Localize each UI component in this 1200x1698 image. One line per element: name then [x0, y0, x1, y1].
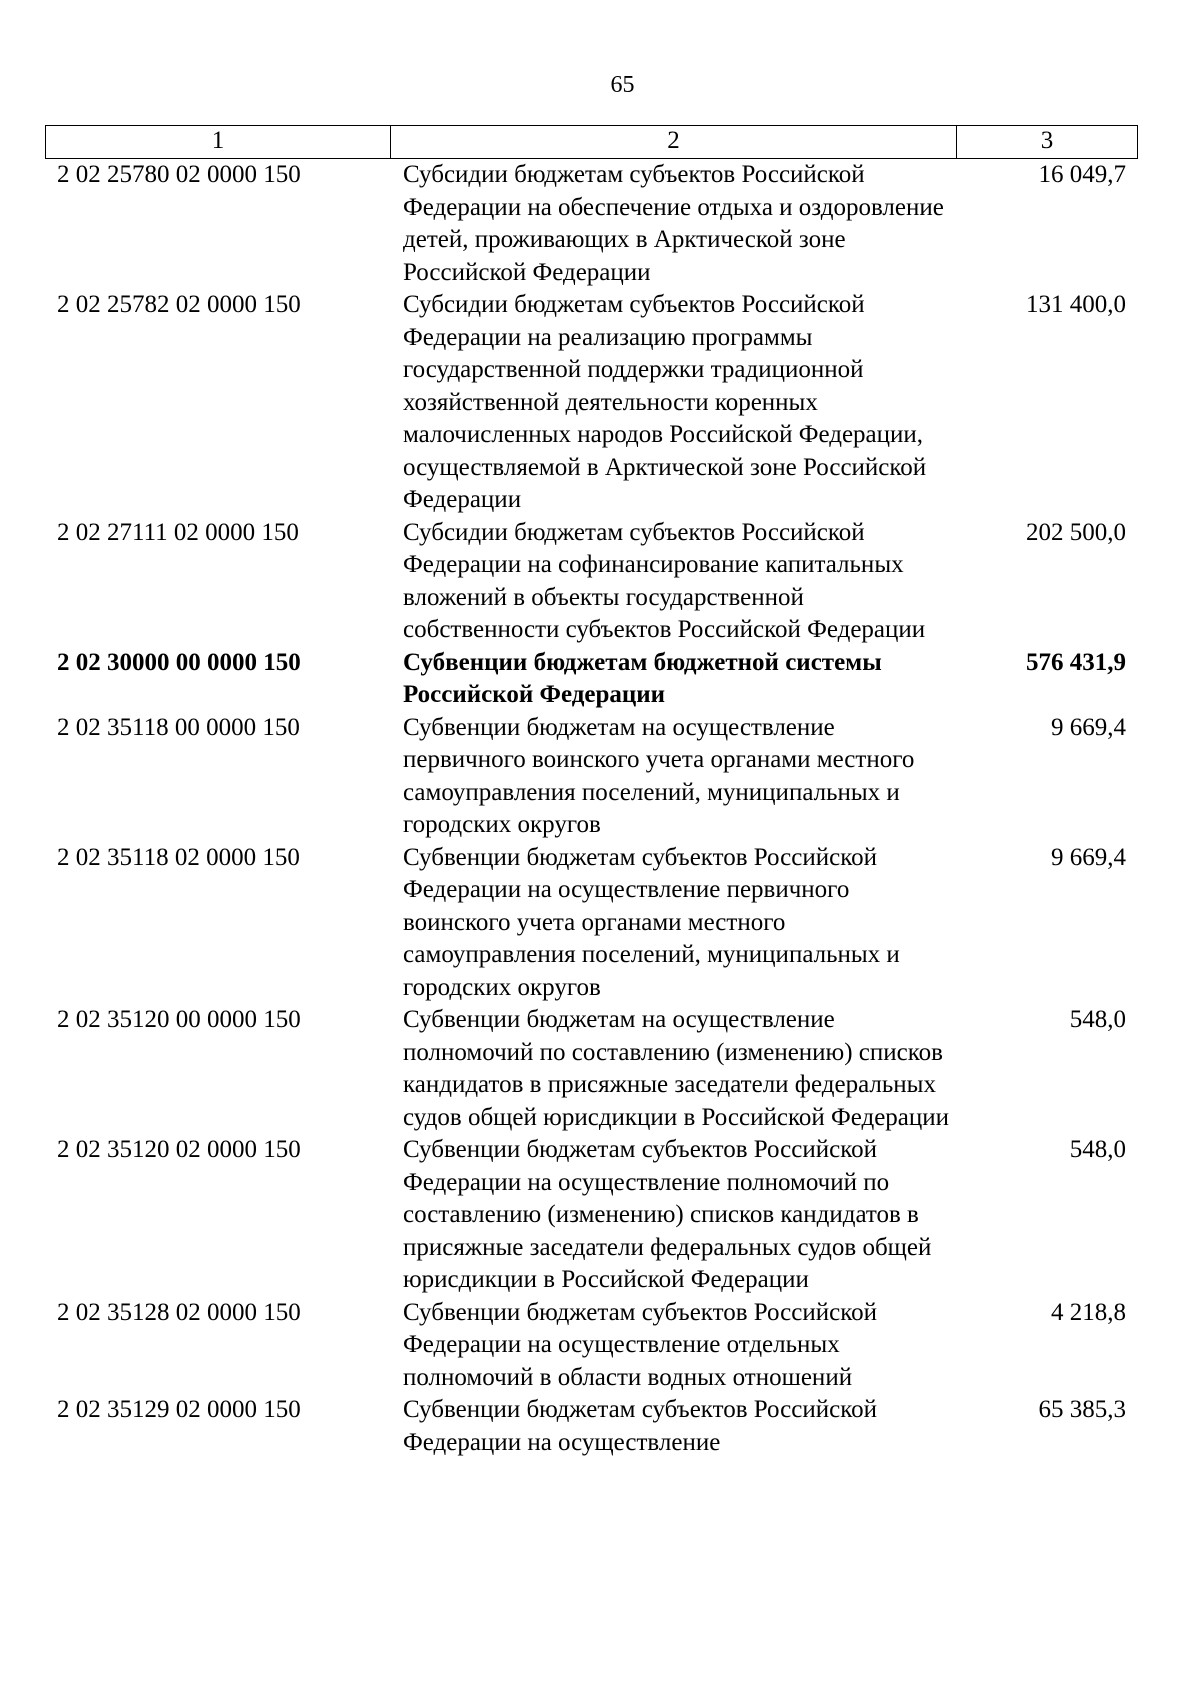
row-code: 2 02 35120 00 0000 150 [57, 1006, 301, 1033]
row-name: Субвенции бюджетам бюджетной системы Российской Федерации [403, 648, 882, 708]
row-amount: 9 669,4 [1051, 843, 1126, 871]
row-name: Субвенции бюджетам субъектов Российской Федерации на осуществление полномочий по составлению (изменению) списков кандидатов в присяжные заседатели федеральных судов общей юрисдикции в Российской Федерации [403, 1136, 932, 1293]
column-header-1: 1 [46, 126, 391, 158]
row-amount: 4 218,8 [1051, 1298, 1126, 1326]
table-row [45, 1394, 1138, 1459]
column-header-2: 2 [391, 126, 957, 158]
row-name: Субвенции бюджетам субъектов Российской Федерации на осуществление первичного воинского учета органами местного самоуправления поселений, муниципальных и городских округов [403, 843, 900, 1001]
row-amount: 131 400,0 [1026, 291, 1126, 318]
row-amount: 16 049,7 [1038, 161, 1126, 188]
row-code: 2 02 27111 02 0000 150 [57, 518, 299, 546]
row-name: Субвенции бюджетам на осуществление полномочий по составлению (изменению) списков кандидатов в присяжные заседатели федеральных судов общей юрисдикции в Российской Федерации [403, 1006, 950, 1131]
table-row [45, 1297, 1138, 1395]
row-name: Субвенции бюджетам на осуществление первичного воинского учета органами местного самоуправления поселений, муниципальных и городских округов [403, 713, 915, 838]
row-code: 2 02 35118 02 0000 150 [57, 843, 300, 871]
row-name: Субсидии бюджетам субъектов Российской Федерации на реализацию программы государственной поддержки традиционной хозяйственной деятельности коренных малочисленных народов Российской Федерации, осуществляемой в Арктической зоне Российской Федерации [403, 291, 927, 513]
table-row-subtotal [45, 647, 1138, 712]
row-code: 2 02 35128 02 0000 150 [57, 1298, 301, 1326]
row-code: 2 02 35129 02 0000 150 [57, 1396, 301, 1423]
row-name: Субвенции бюджетам субъектов Российской Федерации на осуществление [403, 1396, 877, 1456]
table-row [45, 842, 1138, 1005]
row-code: 2 02 35118 00 0000 150 [57, 713, 300, 741]
row-code: 2 02 30000 00 0000 150 [57, 648, 301, 676]
table-row [45, 289, 1138, 517]
table-row [45, 712, 1138, 842]
table-row [45, 1004, 1138, 1134]
table-row [45, 1134, 1138, 1297]
row-amount: 548,0 [1069, 1136, 1126, 1163]
row-amount: 548,0 [1069, 1006, 1126, 1033]
row-code: 2 02 25780 02 0000 150 [57, 161, 301, 188]
table-row [45, 159, 1138, 289]
row-amount: 576 431,9 [1026, 648, 1126, 676]
row-amount: 65 385,3 [1038, 1396, 1126, 1423]
row-amount: 202 500,0 [1026, 518, 1126, 546]
row-name: Субсидии бюджетам субъектов Российской Федерации на обеспечение отдыха и оздоровление детей, проживающих в Арктической зоне Российской Федерации [403, 161, 944, 286]
row-code: 2 02 25782 02 0000 150 [57, 291, 301, 318]
row-name: Субсидии бюджетам субъектов Российской Федерации на софинансирование капитальных вложений в объекты государственной собственности субъектов Российской Федерации [403, 518, 926, 643]
column-header-3: 3 [1040, 127, 1054, 154]
page-number: 65 [610, 72, 635, 98]
table-body [45, 159, 1138, 1459]
row-amount: 9 669,4 [1051, 713, 1126, 741]
table-row [45, 517, 1138, 647]
table-header [45, 125, 1138, 159]
row-code: 2 02 35120 02 0000 150 [57, 1136, 301, 1163]
row-name: Субвенции бюджетам субъектов Российской Федерации на осуществление отдельных полномочий в области водных отношений [403, 1298, 877, 1391]
